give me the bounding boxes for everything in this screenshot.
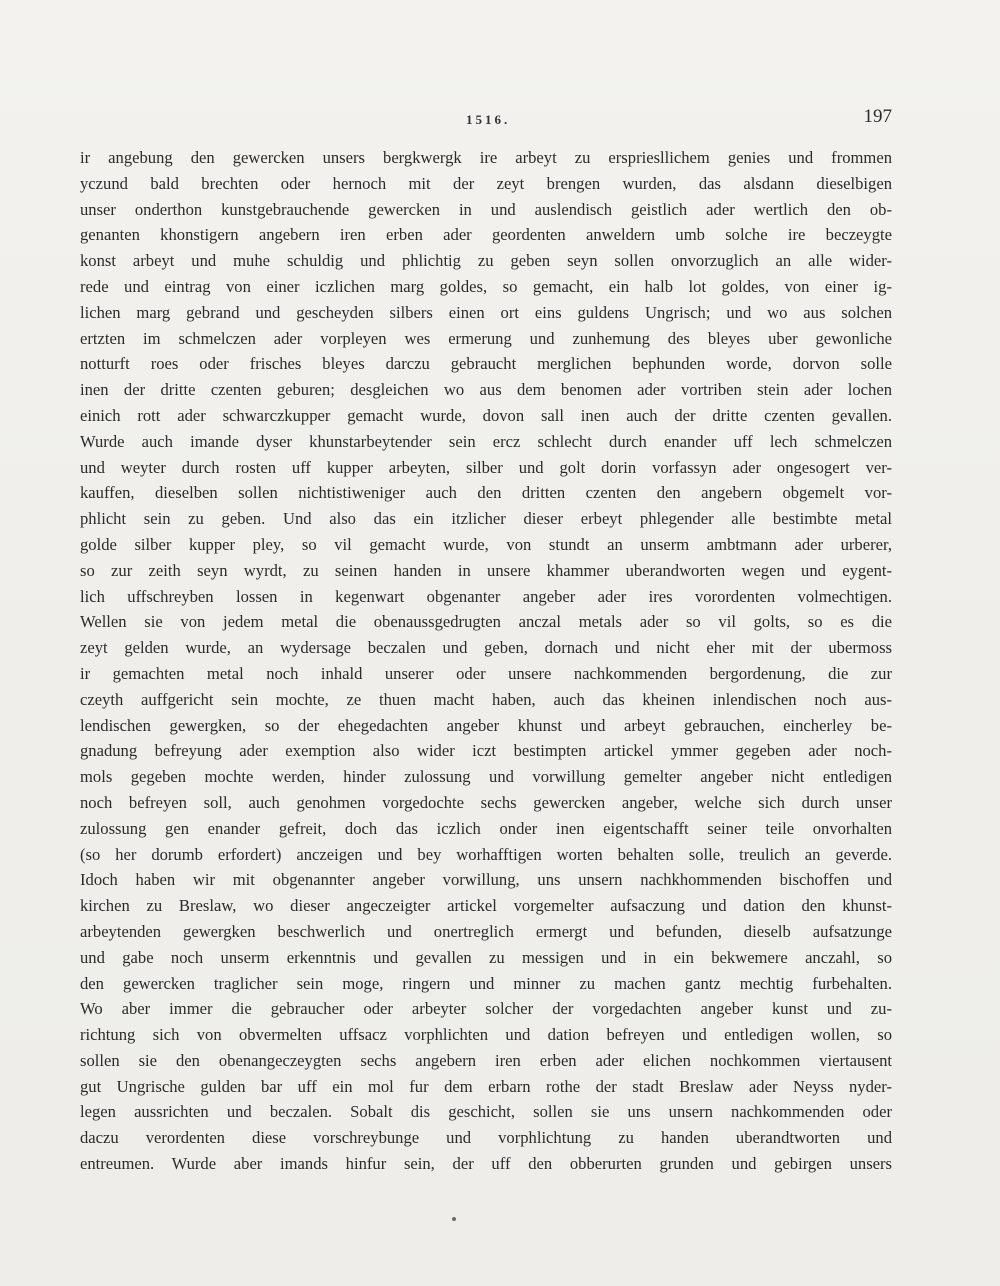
text-line: Idoch haben wir mit obgenannter angeber vorwillung, uns unsern nachkhommenden bischoffen und xyxy=(80,870,892,890)
running-head-year: 1516. xyxy=(466,112,511,127)
text-line: phlicht sein zu geben. Und also das ein itzlicher dieser erbeyt phlegender alle bestimbte metal xyxy=(80,509,892,529)
text-line: zeyt gelden wurde, an wydersage beczalen und geben, dornach und nicht eher mit der ubermoss xyxy=(80,638,892,658)
text-line: ir angebung den gewercken unsers bergkwergk ire arbeyt zu erspriesllichem genies und frommen xyxy=(80,148,892,167)
text-line: inen der dritte czenten geburen; desgleichen wo aus dem benomen ader vortriben stein ader lochen xyxy=(80,380,892,400)
text-line: (so her dorumb erfordert) anczeigen und bey worhafftigen worten behalten solle, treulich an geverde. xyxy=(80,844,892,864)
text-line: daczu verordenten diese vorschreybunge und vorphlichtung zu handen uberandtworten und xyxy=(80,1128,892,1148)
text-line: notturft roes oder frisches bleyes darczu gebraucht merglichen bephunden worde, dorvon solle xyxy=(80,354,892,374)
running-header xyxy=(80,100,892,136)
text-line: zulossung gen enander gefreit, doch das iczlich onder inen eigentschafft seiner teile onvorhalten xyxy=(80,818,892,838)
body-text xyxy=(80,145,892,1177)
text-line: noch befreyen soll, auch genohmen vorgedochte sechs gewercken angeber, welche sich durch unser xyxy=(80,792,892,812)
text-line: kirchen zu Breslaw, wo dieser angeczeigter artickel vorgemelter aufsaczung und dation den khunst- xyxy=(80,896,892,916)
text-line: Wo aber immer die gebraucher oder arbeyter solcher der vorgedachten angeber kunst und zu- xyxy=(80,999,892,1019)
text-line: czeyth auffgericht sein mochte, ze thuen macht haben, auch das kheinen inlendischen noch aus- xyxy=(80,689,892,709)
print-speck xyxy=(452,1217,456,1221)
text-line: so zur zeith seyn wyrdt, zu seinen handen in unsere khammer uberandworten wegen und eygent- xyxy=(80,560,892,580)
text-line: konst arbeyt und muhe schuldig und phlichtig zu geben seyn sollen onvorzuglich an alle wider- xyxy=(80,251,892,271)
text-line: einich rott ader schwarczkupper gemacht wurde, dovon sall inen auch der dritte czenten gevallen. xyxy=(80,405,892,425)
text-line: entreumen. Wurde aber imands hinfur sein, der uff den obberurten grunden und gebirgen unsers xyxy=(80,1154,892,1174)
text-line: ir gemachten metal noch inhald unserer oder unsere nachkommenden bergordenung, die zur xyxy=(80,663,892,683)
text-line: lichen marg gebrand und gescheyden silbers einen ort eins guldens Ungrisch; und wo aus solchen xyxy=(80,302,892,322)
text-line: Wellen sie von jedem metal die obenaussgedrugten anczal metals ader so vil golts, so es die xyxy=(80,612,892,632)
text-line: arbeytenden gewergken beschwerlich und onertreglich ermergt und befunden, dieselb aufsatzunge xyxy=(80,921,892,941)
text-line: lendischen gewergken, so der ehegedachten angeber khunst und arbeyt gebrauchen, eincherley be- xyxy=(80,715,892,735)
page-number: 197 xyxy=(863,106,892,127)
text-line: und weyter durch rosten uff kupper arbeyten, silber und golt dorin vorfassyn ader ongesogert ver- xyxy=(80,457,892,477)
text-line: kauffen, dieselben sollen nichtistiweniger auch den dritten czenten den angebern obgemelt vor- xyxy=(80,483,892,503)
text-line: lich uffschreyben lossen in kegenwart obgenanter angeber ader ires vorordenten volmechtigen. xyxy=(80,586,892,606)
text-line: legen aussrichten und beczalen. Sobalt dis geschicht, sollen sie uns unsern nachkommenden oder xyxy=(80,1102,892,1122)
text-line: rede und eintrag von einer iczlichen marg goldes, so gemacht, ein halb lot goldes, von einer ig- xyxy=(80,276,892,296)
text-line: sollen sie den obenangeczeygten sechs angebern iren erben ader elichen nochkommen viertausent xyxy=(80,1050,892,1070)
text-line: mols gegeben mochte werden, hinder zulossung und vorwillung gemelter angeber nicht entledigen xyxy=(80,767,892,787)
text-line: den gewercken traglicher sein moge, ringern und minner zu machen gantz mechtig furbehalten. xyxy=(80,973,892,993)
text-line: unser onderthon kunstgebrauchende gewercken in und auslendisch geistlich ader wertlich den ob- xyxy=(80,199,892,219)
text-line: ertzten im schmelczen ader vorpleyen wes ermerung und zunhemung des bleyes uber gewonliche xyxy=(80,328,892,348)
text-line: und gabe noch unserm erkenntnis und gevallen zu messigen und in ein bekwemere anczahl, so xyxy=(80,947,892,967)
text-line: yczund bald brechten oder hernoch mit der zeyt brengen wurden, das alsdann dieselbigen xyxy=(80,173,892,193)
text-line: richtung sich von obvermelten uffsacz vorphlichten und dation befreyen und entledigen wollen, so xyxy=(80,1025,892,1045)
text-line: golde silber kupper pley, so vil gemacht wurde, von stundt an unserm ambtmann ader urberer, xyxy=(80,534,892,554)
text-line: genanten khonstigern angebern iren erben ader geordenten anweldern umb solche ire beczeygte xyxy=(80,225,892,245)
text-line: Wurde auch imande dyser khunstarbeytender sein ercz schlecht durch enander uff lech schmelczen xyxy=(80,431,892,451)
text-line: gnadung befreyung ader exemption also wider iczt bestimpten artickel ymmer gegeben ader noch- xyxy=(80,741,892,761)
text-line: gut Ungrische gulden bar uff ein mol fur dem erbarn rothe der stadt Breslaw ader Neyss nyder- xyxy=(80,1076,892,1096)
